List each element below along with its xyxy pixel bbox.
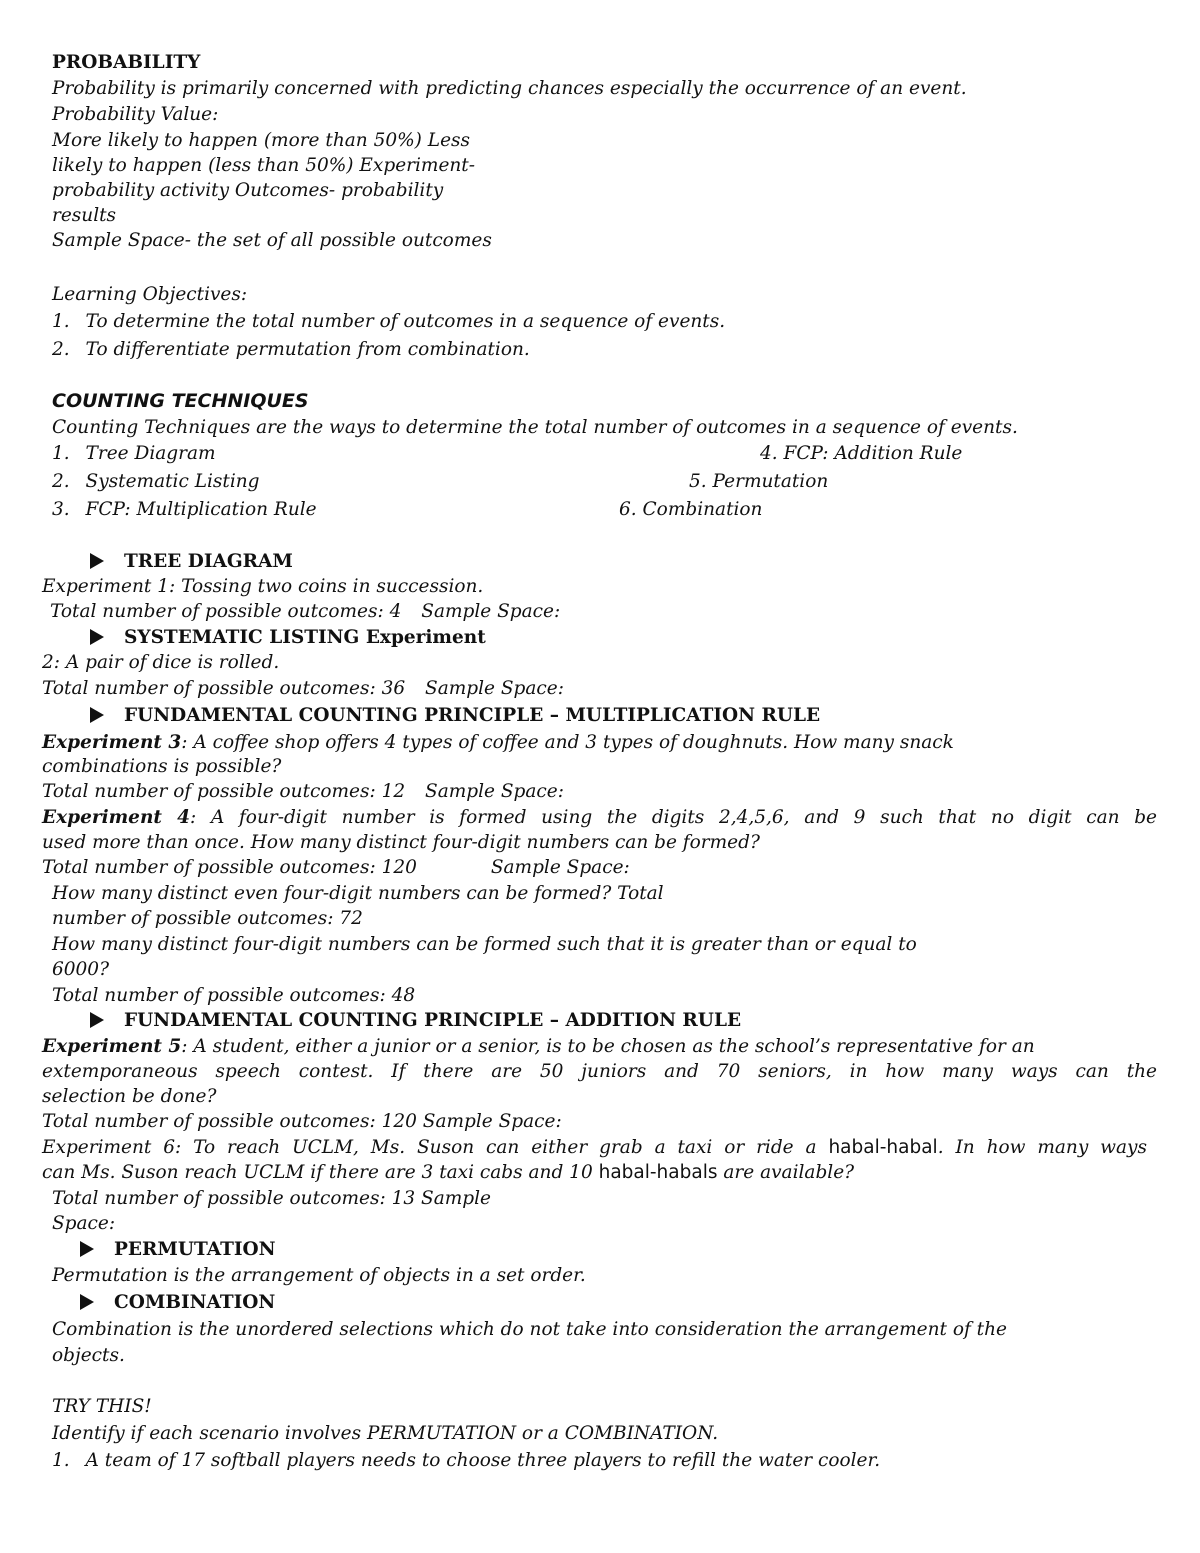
experiment-5 bbox=[42, 1036, 1035, 1058]
experiment-4-line2: used more than once. How many distinct four-digit numbers can be formed? bbox=[42, 832, 760, 853]
greater-question-line2: 6000? bbox=[52, 959, 109, 980]
experiment-4-sample-space: Sample Space: bbox=[490, 857, 630, 878]
tree-experiment: Experiment 1: Tossing two coins in succession. bbox=[42, 576, 484, 597]
counting-item-number: 3. bbox=[52, 499, 70, 520]
objective-text: To determine the total number of outcomes in a sequence of events. bbox=[85, 311, 726, 332]
experiment-3 bbox=[42, 732, 954, 754]
tree-heading-text: TREE DIAGRAM bbox=[124, 551, 293, 572]
counting-item-right: 6. Combination bbox=[619, 499, 763, 520]
section-heading-probability: PROBABILITY bbox=[52, 52, 201, 73]
objective-number: 2. bbox=[52, 339, 70, 360]
counting-item-right: 4. FCP: Addition Rule bbox=[760, 443, 963, 464]
tree-total: Total number of possible outcomes: 4 bbox=[50, 601, 402, 622]
greater-question: How many distinct four-digit numbers can be formed such that it is greater than or equal to bbox=[52, 934, 917, 955]
habal-habal-term: habal-habal bbox=[828, 1137, 938, 1158]
systematic-total: Total number of possible outcomes: 36 bbox=[42, 678, 406, 699]
try-this-item bbox=[52, 1450, 880, 1472]
systematic-heading-text: SYSTEMATIC LISTING bbox=[124, 627, 360, 648]
counting-item bbox=[52, 499, 317, 521]
combination-definition: Combination is the unordered selections which do not take into consideration the arrangement of the bbox=[52, 1319, 1007, 1340]
arrow-bullet-icon bbox=[90, 553, 104, 569]
counting-item bbox=[52, 471, 260, 493]
try-this-heading: TRY THIS! bbox=[52, 1396, 152, 1417]
experiment-4-total: Total number of possible outcomes: 120 bbox=[42, 857, 417, 878]
tree-total-line bbox=[50, 601, 560, 623]
probability-line: results bbox=[52, 205, 117, 226]
tree-sample-space: Sample Space: bbox=[421, 601, 561, 622]
counting-item-text: FCP: Multiplication Rule bbox=[85, 499, 317, 520]
greater-total: Total number of possible outcomes: 48 bbox=[52, 985, 416, 1006]
experiment-3-label: Experiment 3 bbox=[42, 732, 182, 753]
experiment-5-line2: extemporaneous speech contest. If there are 50 juniors and 70 seniors, in how many ways can the bbox=[42, 1061, 1157, 1082]
add-heading-text: FUNDAMENTAL COUNTING PRINCIPLE – ADDITION RULE bbox=[124, 1010, 742, 1031]
objective-item bbox=[52, 339, 530, 361]
systematic-total-line bbox=[42, 678, 564, 700]
experiment-5-line3: selection be done? bbox=[42, 1086, 217, 1107]
experiment-6-line2 bbox=[42, 1162, 854, 1184]
experiment-3-line2: combinations is possible? bbox=[42, 756, 282, 777]
experiment-5-total: Total number of possible outcomes: 120 Sample Space: bbox=[42, 1111, 562, 1132]
systematic-experiment: 2: A pair of dice is rolled. bbox=[42, 652, 280, 673]
objective-text: To differentiate permutation from combination. bbox=[85, 339, 530, 360]
habal-habals-term: habal-habals bbox=[598, 1162, 718, 1183]
counting-item bbox=[52, 443, 216, 465]
probability-definition: Probability is primarily concerned with predicting chances especially the occurrence of an event. bbox=[52, 78, 967, 99]
counting-item-text: Systematic Listing bbox=[85, 471, 260, 492]
fcp-addition-heading bbox=[90, 1010, 741, 1032]
probability-value-label: Probability Value: bbox=[52, 104, 219, 125]
tree-diagram-heading bbox=[90, 551, 293, 573]
systematic-heading-tail: Experiment bbox=[365, 627, 486, 648]
experiment-3-total: Total number of possible outcomes: 12 bbox=[42, 781, 406, 802]
arrow-bullet-icon bbox=[90, 629, 104, 645]
arrow-bullet-icon bbox=[80, 1241, 94, 1257]
try-item-text: A team of 17 softball players needs to choose three players to refill the water cooler. bbox=[85, 1450, 881, 1471]
experiment-6-total: Total number of possible outcomes: 13 Sample bbox=[52, 1188, 491, 1209]
experiment-6-text-b: . In how many ways bbox=[937, 1137, 1147, 1158]
fcp-multiplication-heading bbox=[90, 705, 820, 727]
even-question: How many distinct even four-digit numbers can be formed? Total bbox=[52, 883, 664, 904]
probability-line: Sample Space- the set of all possible outcomes bbox=[52, 230, 492, 251]
probability-line: likely to happen (less than 50%) Experiment- bbox=[52, 155, 475, 176]
counting-item-number: 1. bbox=[52, 443, 70, 464]
combination-heading-text: COMBINATION bbox=[114, 1292, 276, 1313]
counting-item-number: 2. bbox=[52, 471, 70, 492]
experiment-4-label: Experiment 4 bbox=[42, 807, 191, 828]
arrow-bullet-icon bbox=[80, 1294, 94, 1310]
permutation-definition: Permutation is the arrangement of objects in a set order. bbox=[52, 1265, 586, 1286]
experiment-6-space: Space: bbox=[52, 1213, 116, 1234]
try-item-number: 1. bbox=[52, 1450, 70, 1471]
probability-line: More likely to happen (more than 50%) Less bbox=[52, 130, 471, 151]
section-heading-counting: COUNTING TECHNIQUES bbox=[52, 390, 309, 412]
mult-heading-text: FUNDAMENTAL COUNTING PRINCIPLE – MULTIPLICATION RULE bbox=[124, 705, 821, 726]
experiment-6-line2-a: can Ms. Suson reach UCLM if there are 3 taxi cabs and 10 bbox=[42, 1162, 599, 1183]
experiment-3-total-line bbox=[42, 781, 564, 803]
experiment-5-text: : A student, either a junior or a senior, is to be chosen as the school’s representative for an bbox=[181, 1036, 1035, 1057]
probability-line: probability activity Outcomes- probability bbox=[52, 180, 444, 201]
experiment-3-text: : A coffee shop offers 4 types of coffee and 3 types of doughnuts. How many snack bbox=[181, 732, 954, 753]
experiment-6-line2-b: are available? bbox=[717, 1162, 855, 1183]
experiment-3-sample-space: Sample Space: bbox=[425, 781, 564, 802]
try-this-instruction: Identify if each scenario involves PERMUTATION or a COMBINATION. bbox=[52, 1423, 719, 1444]
permutation-heading-text: PERMUTATION bbox=[114, 1239, 276, 1260]
objectives-heading: Learning Objectives: bbox=[52, 284, 248, 305]
systematic-sample-space: Sample Space: bbox=[425, 678, 564, 699]
experiment-6-text: Experiment 6: To reach UCLM, Ms. Suson can either grab a taxi or ride a bbox=[42, 1137, 829, 1158]
experiment-6 bbox=[42, 1137, 1147, 1159]
combination-heading bbox=[80, 1292, 275, 1314]
experiment-4-total-line bbox=[42, 857, 630, 879]
experiment-4 bbox=[42, 807, 1157, 829]
counting-item-right: 5. Permutation bbox=[689, 471, 829, 492]
combination-definition-line2: objects. bbox=[52, 1345, 125, 1366]
even-total: number of possible outcomes: 72 bbox=[52, 908, 363, 929]
counting-item-text: Tree Diagram bbox=[85, 443, 216, 464]
permutation-heading bbox=[80, 1239, 276, 1261]
experiment-4-text: : A four-digit number is formed using the digits 2,4,5,6, and 9 such that no digit can be bbox=[190, 807, 1157, 828]
experiment-5-label: Experiment 5 bbox=[42, 1036, 182, 1057]
objective-number: 1. bbox=[52, 311, 70, 332]
systematic-listing-heading bbox=[90, 627, 486, 649]
objective-item bbox=[52, 311, 725, 333]
arrow-bullet-icon bbox=[90, 707, 104, 723]
arrow-bullet-icon bbox=[90, 1012, 104, 1028]
counting-definition: Counting Techniques are the ways to determine the total number of outcomes in a sequence of events. bbox=[52, 417, 1018, 438]
